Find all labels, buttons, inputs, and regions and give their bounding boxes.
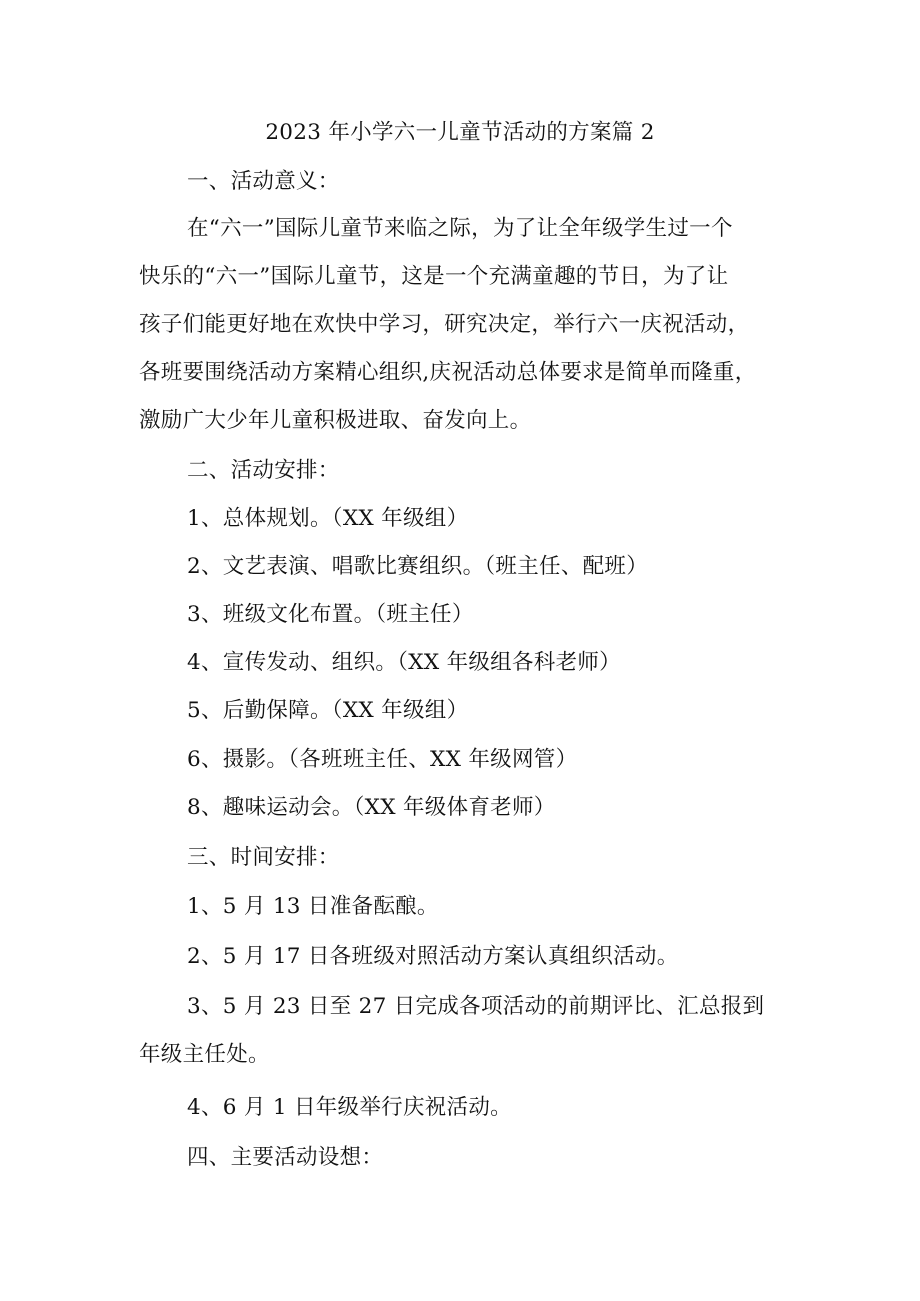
paragraph-line: 激励广大少年儿童积极进取、奋发向上。 [139, 408, 532, 433]
list-item: 2、文艺表演、唱歌比赛组织。（班主任、配班） [187, 554, 649, 579]
list-item: 3、班级文化布置。（班主任） [187, 602, 474, 627]
list-item: 5、后勤保障。（XX 年级组） [187, 698, 469, 723]
list-item: 8、趣味运动会。（XX 年级体育老师） [187, 795, 556, 820]
list-item: 6、摄影。（各班班主任、XX 年级网管） [187, 747, 578, 772]
section-heading-purpose: 一、活动意义： [187, 169, 340, 194]
section-heading-activities: 四、主要活动设想： [187, 1145, 384, 1170]
list-item: 1、5 月 13 日准备酝酿。 [187, 894, 439, 919]
list-item: 1、总体规划。（XX 年级组） [187, 506, 469, 531]
paragraph-line: 在“六一”国际儿童节来临之际，为了让全年级学生过一个 [187, 216, 733, 241]
paragraph-line: 孩子们能更好地在欢快中学习，研究决定，举行六一庆祝活动， [139, 312, 750, 337]
list-item: 2、5 月 17 日各班级对照活动方案认真组织活动。 [187, 944, 679, 969]
paragraph-line: 快乐的“六一”国际儿童节，这是一个充满童趣的节日，为了让 [139, 264, 729, 289]
list-item: 4、宣传发动、组织。（XX 年级组各科老师） [187, 650, 621, 675]
list-item: 4、6 月 1 日年级举行庆祝活动。 [187, 1095, 512, 1120]
list-item: 3、5 月 23 日至 27 日完成各项活动的前期评比、汇总报到 [187, 994, 765, 1019]
section-heading-arrangement: 二、活动安排： [187, 458, 340, 483]
section-heading-schedule: 三、时间安排： [187, 845, 340, 870]
document-title: 2023 年小学六一儿童节活动的方案篇 2 [265, 120, 655, 145]
paragraph-line: 各班要围绕活动方案精心组织,庆祝活动总体要求是简单而隆重， [139, 360, 757, 385]
list-item-continuation: 年级主任处。 [139, 1042, 270, 1067]
